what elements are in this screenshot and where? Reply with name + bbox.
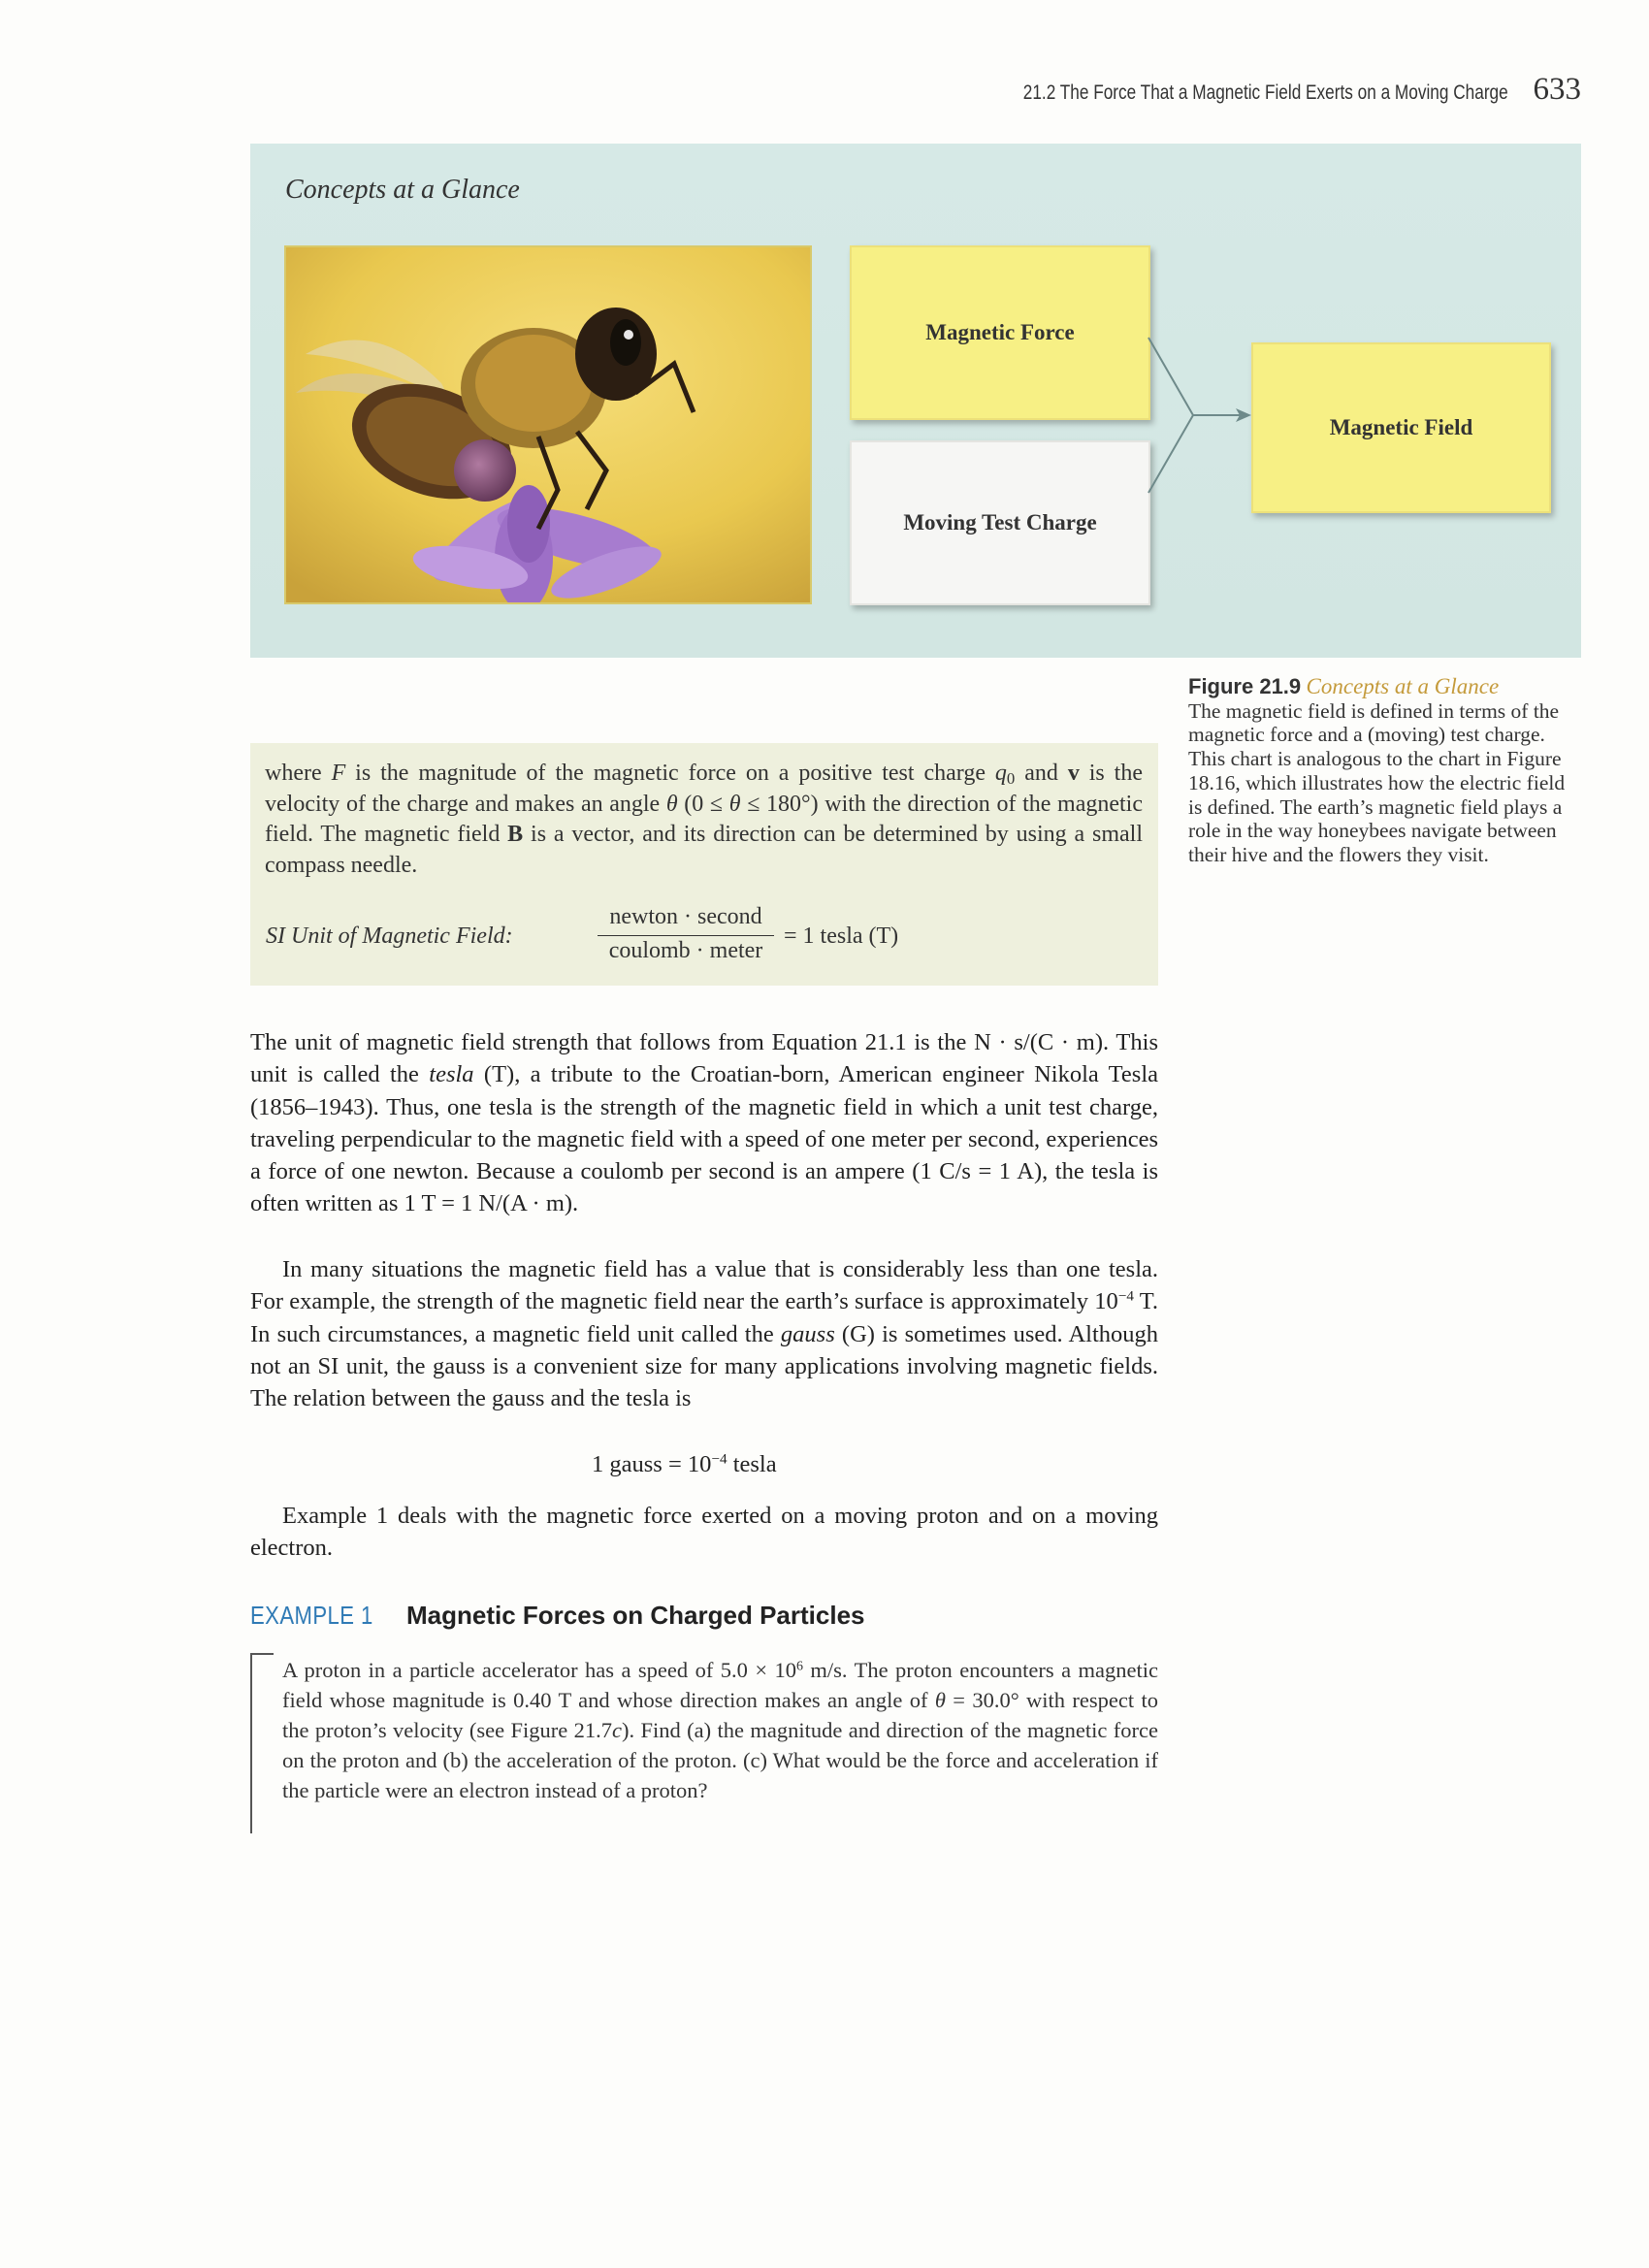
- concepts-label: Concepts at a Glance: [285, 175, 520, 205]
- figure-number: Figure 21.9: [1188, 674, 1302, 698]
- example-problem-text: [282, 1655, 1158, 1805]
- def-symbol-q: q: [994, 761, 1007, 786]
- ex-symbol-theta: θ: [934, 1688, 946, 1712]
- running-head-title: 21.2 The Force That a Magnetic Field Exerts on a Moving Charge: [1022, 81, 1508, 104]
- p1-text: The unit of magnetic field strength that follows from Equation 21.1 is the N · s/(C · m). This unit is called the: [250, 1029, 1158, 1088]
- ex-figure-letter: c: [611, 1718, 622, 1742]
- si-unit-equation: [266, 904, 1139, 972]
- body-paragraph-1: [250, 1026, 1158, 1220]
- p1-term-tesla: tesla: [429, 1061, 474, 1088]
- si-unit-label: SI Unit of Magnetic Field:: [266, 923, 513, 949]
- concept-arrows: [1147, 318, 1253, 541]
- example-bracket: [250, 1653, 274, 1833]
- def-symbol-theta: θ: [665, 791, 678, 817]
- moving-test-charge-box: Moving Test Charge: [850, 440, 1150, 605]
- definition-text: [265, 759, 1143, 881]
- honeybee-illustration: [286, 247, 810, 602]
- si-unit-result: = 1 tesla (T): [784, 923, 899, 949]
- fraction-denominator: coulomb · meter: [608, 938, 763, 963]
- def-symbol-F: F: [331, 761, 346, 786]
- running-head: [999, 72, 1581, 111]
- def-span: and: [1015, 761, 1068, 786]
- example-tag: EXAMPLE 1: [250, 1601, 373, 1630]
- p2-text: (G) is sometimes used. Although not an SI unit, the gauss is a convenient size for many applications involving magnetic fields. The relation between the gauss and the tesla is: [250, 1320, 1159, 1412]
- p2-exponent: −4: [1117, 1287, 1134, 1305]
- def-span: is the velocity of the charge and makes an angle: [265, 761, 1143, 817]
- definition-box: [250, 743, 1158, 986]
- ex-text: ). Find (a) the magnitude and direction of the magnetic force on the proton and (b) the acceleration of the proton. (c) What would be the force and acceleration if the particle were an electron instead of a proton?: [282, 1718, 1158, 1802]
- def-symbol-B: B: [507, 822, 524, 847]
- eq-text: 1 gauss = 10: [592, 1451, 712, 1477]
- def-symbol-v: v: [1067, 761, 1080, 786]
- ex-text: = 30.0° with respect to the proton’s velocity (see Figure 21.7: [282, 1688, 1158, 1742]
- example-heading: [250, 1601, 864, 1639]
- si-unit-fraction: [594, 904, 778, 964]
- ex-text: m/s. The proton encounters a magnetic field whose magnitude is 0.40 T and whose direction makes an angle of: [282, 1658, 1158, 1712]
- fraction-bar: [598, 935, 774, 936]
- def-subscript: 0: [1006, 769, 1016, 789]
- ex-exponent: 6: [795, 1659, 803, 1674]
- magnetic-force-box: Magnetic Force: [850, 245, 1150, 420]
- ex-text: A proton in a particle accelerator has a speed of 5.0 × 10: [282, 1658, 796, 1682]
- caption-text: The magnetic field is defined in terms of the magnetic force and a (moving) test charge. This chart is analogous to the chart in Figure 18.16, which illustrates how the electric field is defined. The earth’s magnetic field plays a role in the way honeybees navigate between their hive and the flowers they visit.: [1188, 698, 1566, 866]
- page-number: 633: [1533, 72, 1581, 107]
- def-span: is the magnitude of the magnetic force on a positive test charge: [345, 761, 995, 786]
- concepts-at-a-glance-panel: [250, 144, 1581, 658]
- figure-caption: [1188, 675, 1581, 867]
- body-paragraph-2: [250, 1253, 1158, 1414]
- def-span: where: [265, 761, 332, 786]
- fraction-numerator: newton · second: [609, 904, 762, 929]
- eq-exponent: −4: [711, 1450, 728, 1468]
- def-symbol-theta: θ: [728, 791, 741, 817]
- def-span: (0 ≤: [677, 791, 729, 817]
- gauss-tesla-equation: [592, 1451, 777, 1478]
- example-title: Magnetic Forces on Charged Particles: [406, 1601, 865, 1630]
- magnetic-field-box: Magnetic Field: [1251, 342, 1551, 513]
- figure-title: Concepts at a Glance: [1306, 674, 1500, 698]
- p2-text: In many situations the magnetic field has a value that is considerably less than one tesla. For example, the strength of the magnetic field near the earth’s surface is approximately 10: [250, 1256, 1158, 1315]
- def-span: ≤ 180°) with the direction of the magnetic field. The magnetic field: [265, 791, 1143, 847]
- p2-text: T. In such circumstances, a magnetic field unit called the: [250, 1288, 1158, 1347]
- p2-term-gauss: gauss: [780, 1320, 835, 1347]
- body-paragraph-3: Example 1 deals with the magnetic force exerted on a moving proton and on a moving electron.: [250, 1503, 1158, 1562]
- honeybee-photo: [284, 245, 812, 604]
- def-span: is a vector, and its direction can be determined by using a small compass needle.: [265, 822, 1143, 878]
- eq-text: tesla: [727, 1451, 777, 1477]
- p1-text: (T), a tribute to the Croatian-born, American engineer Nikola Tesla (1856–1943). Thus, one tesla is the strength of the magnetic field in which a unit test charge, traveling perpendicular to the magnetic field with a speed of one meter per second, experiences a force of one newton. Because a coulomb per second is an ampere (1 C/s = 1 A), the tesla is often written as 1 T = 1 N/(A · m).: [250, 1061, 1159, 1217]
